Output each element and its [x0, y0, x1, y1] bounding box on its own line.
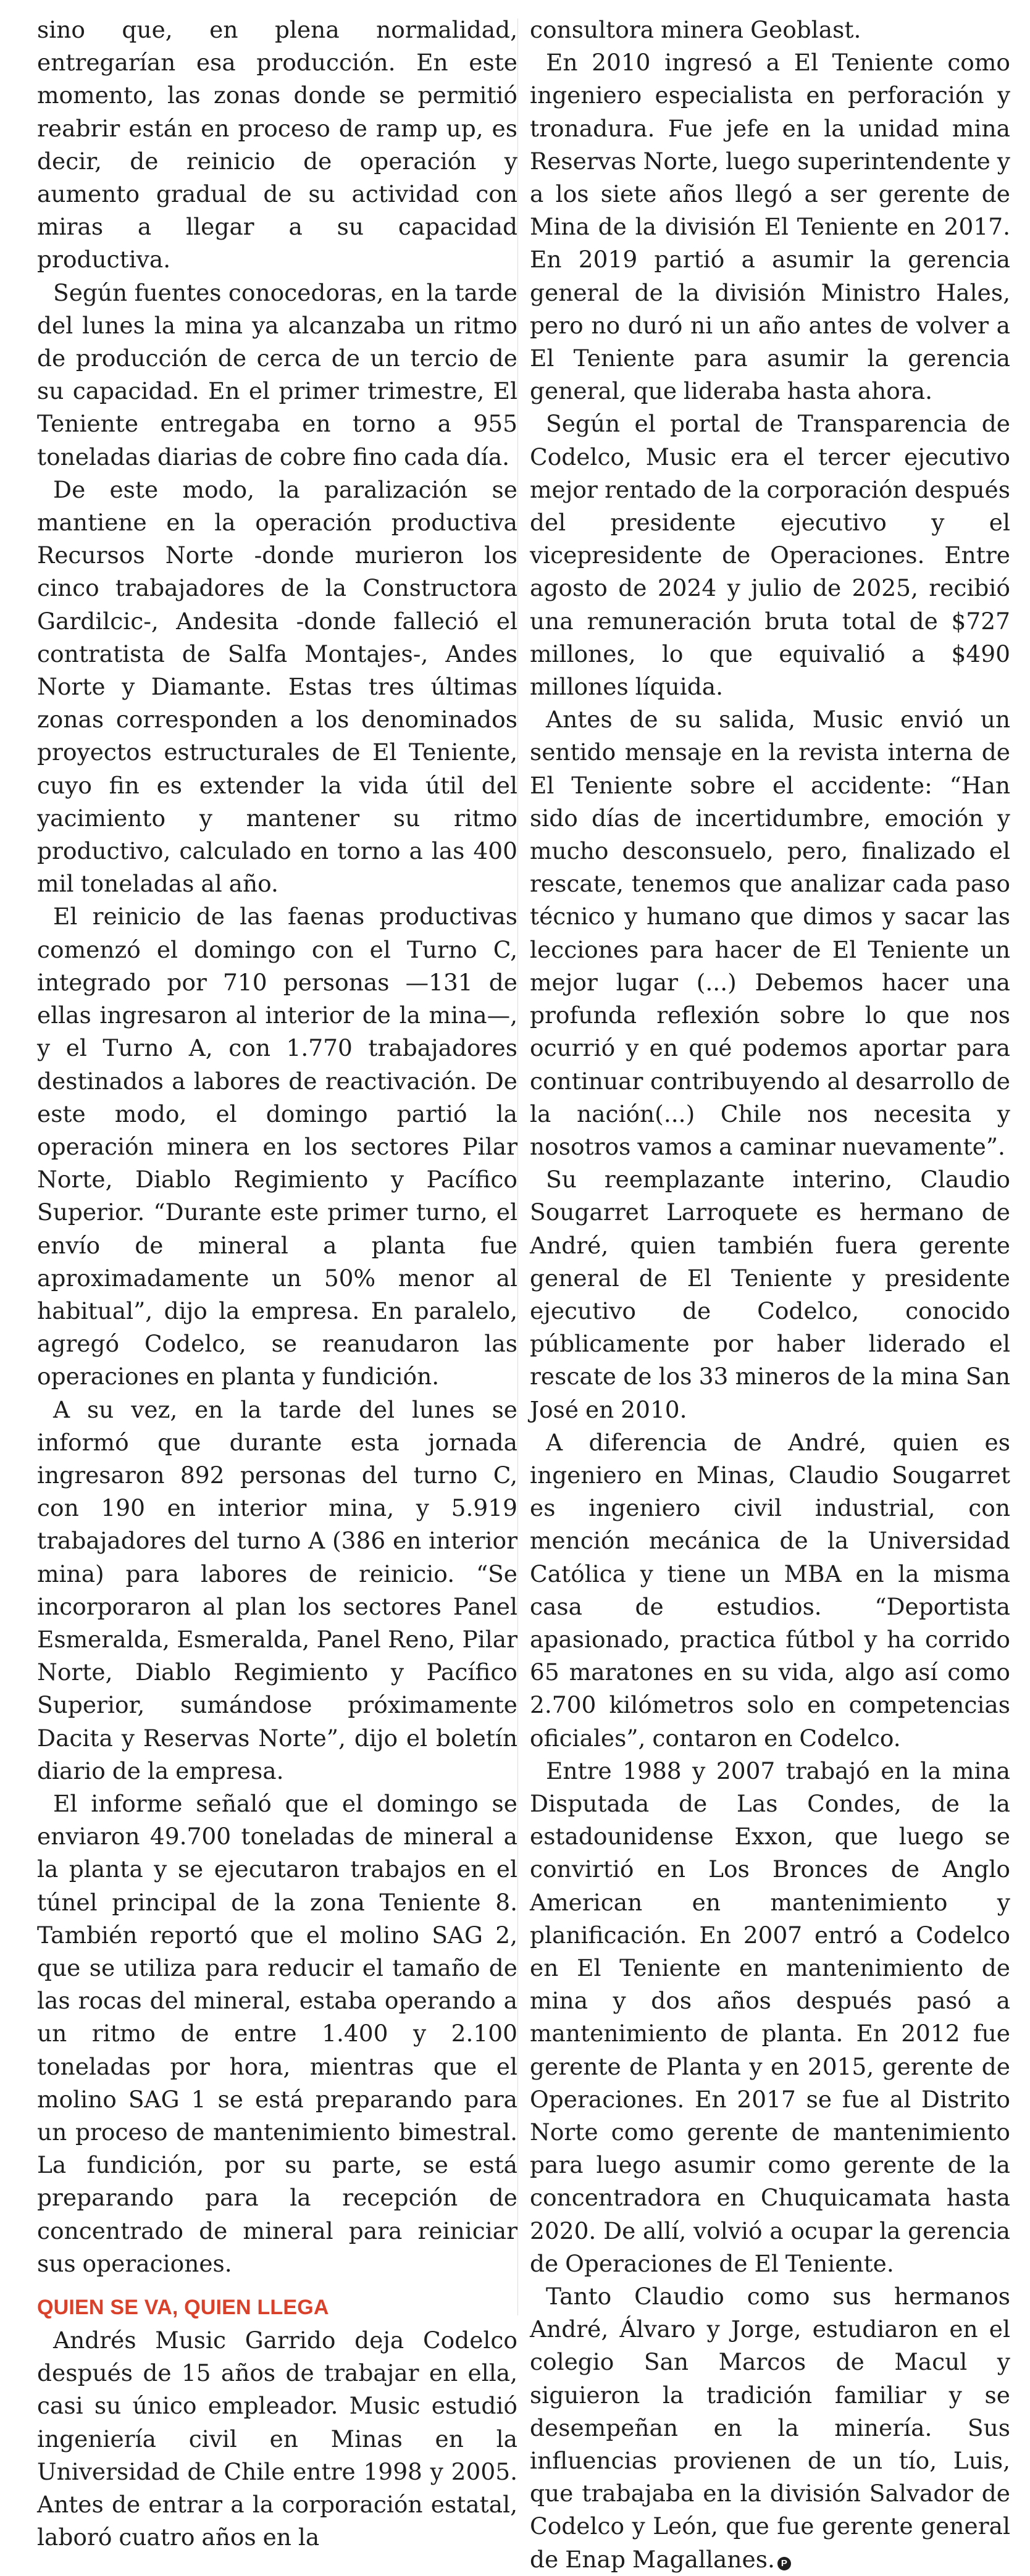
- paragraph: Entre 1988 y 2007 trabajó en la mina Disputada de Las Condes, de la estadounidense Exxon, que luego se convirtió en Los Bronces de Anglo American en mantenimiento y planificación. En 2007 entró a Codelco en El Teniente en mantenimiento de mina y dos años después pasó a mantenimiento de planta. En 2012 fue gerente de Planta y en 2015, gerente de Operaciones. En 2017 se fue al Distrito Norte como gerente de mantenimiento para luego asumir como gerente de la concentradora en Chuquicamata hasta 2020. De allí, volvió a ocupar la gerencia de Operaciones de El Teniente.: [530, 1757, 1010, 2277]
- paragraph: Andrés Music Garrido deja Codelco después de 15 años de trabajar en ella, casi su único empleador. Music estudió ingeniería civil en Minas en la Universidad de Chile entre 1998 y 2005. Antes de entrar a la corporación estatal, laboró cuatro años en la: [37, 2327, 517, 2551]
- paragraph-text: Tanto Claudio como sus hermanos André, Álvaro y Jorge, estudiaron en el colegio San Marcos de Macul y siguieron la tradición familiar y se desempeñan en la minería. Sus influencias provienen de un tío, Luis, que trabajaba en la división Salvador de Codelco y León, que fue gerente general de Enap Magallanes.: [530, 2283, 1010, 2573]
- paragraph: Según el portal de Transparencia de Codelco, Music era el tercer ejecutivo mejor rentado de la corporación después del presidente ejecutivo y el vicepresidente de Operaciones. Entre agosto de 2024 y julio de 2025, recibió una remuneración bruta total de $727 millones, lo que equivalió a $490 millones líquida.: [530, 410, 1010, 701]
- paragraph: El reinicio de las faenas productivas comenzó el domingo con el Turno C, integrado por 710 personas —131 de ellas ingresaron al interior de la mina—, y el Turno A, con 1.770 trabajadores destinados a labores de reactivación. De este modo, el domingo partió la operación minera en los sectores Pilar Norte, Diablo Regimiento y Pacífico Superior. “Durante este primer turno, el envío de mineral a planta fue aproximadamente un 50% menor al habitual”, dijo la empresa. En paralelo, agregó Codelco, se reanudaron las operaciones en planta y fundición.: [37, 903, 517, 1390]
- column-divider: [517, 19, 518, 2315]
- paragraph: consultora minera Geoblast.: [530, 16, 861, 43]
- paragraph: sino que, en plena normalidad, entregarían esa producción. En este momento, las zonas donde se permitió reabrir están en proceso de ramp up, es decir, de reinicio de operación y aumento gradual de su actividad con miras a llegar a su capacidad productiva.: [37, 16, 517, 274]
- section-heading: QUIEN SE VA, QUIEN LLEGA: [37, 2296, 329, 2320]
- paragraph: Antes de su salida, Music envió un sentido mensaje en la revista interna de El Teniente sobre el accidente: “Han sido días de incertidumbre, emoción y mucho desconsuelo, pero, finalizado el rescate, tenemos que analizar cada paso técnico y humano que dimos y sacar las lecciones para hacer de El Teniente un mejor lugar (...) Debemos hacer una profunda reflexión sobre lo que nos ocurrió y en qué podemos aportar para continuar contribuyendo al desarrollo de la nación(...) Chile nos necesita y nosotros vamos a caminar nuevamente”.: [530, 706, 1010, 1160]
- right-column: [530, 14, 1010, 2576]
- paragraph: A su vez, en la tarde del lunes se informó que durante esta jornada ingresaron 892 personas del turno C, con 190 en interior mina, y 5.919 trabajadores del turno A (386 en interior mina) para labores de reinicio. “Se incorporaron al plan los sectores Panel Esmeralda, Esmeralda, Panel Reno, Pilar Norte, Diablo Regimiento y Pacífico Superior, sumándose próximamente Dacita y Reservas Norte”, dijo el boletín diario de la empresa.: [37, 1395, 517, 1784]
- paragraph: Su reemplazante interino, Claudio Sougarret Larroquete es hermano de André, quien también fuera gerente general de El Teniente y presidente ejecutivo de Codelco, conocido públicamente por haber liderado el rescate de los 33 mineros de la mina San José en 2010.: [530, 1166, 1010, 1423]
- left-column: [37, 14, 517, 2554]
- end-of-article-icon: P: [777, 2557, 791, 2570]
- paragraph-last: [530, 2280, 1010, 2576]
- paragraph: El informe señaló que el domingo se enviaron 49.700 toneladas de mineral a la planta y se ejecutaron trabajos en el túnel principal de la zona Teniente 8. También reportó que el molino SAG 2, que se utiliza para reducir el tamaño de las rocas del mineral, estaba operando a un ritmo de entre 1.400 y 2.100 toneladas por hora, mientras que el molino SAG 1 se está preparando para un proceso de mantenimiento bimestral. La fundición, por su parte, se está preparando para la recepción de concentrado de mineral para reiniciar sus operaciones.: [37, 1789, 517, 2277]
- paragraph: A diferencia de André, quien es ingeniero en Minas, Claudio Sougarret es ingeniero civil industrial, con mención mecánica de la Universidad Católica y tiene un MBA en la misma casa de estudios. “Deportista apasionado, practica fútbol y ha corrido 65 maratones en su vida, algo así como 2.700 kilómetros solo en competencias oficiales”, contaron en Codelco.: [530, 1428, 1010, 1752]
- paragraph: Según fuentes conocedoras, en la tarde del lunes la mina ya alcanzaba un ritmo de producción de cerca de un tercio de su capacidad. En el primer trimestre, El Teniente entregaba en torno a 955 toneladas diarias de cobre fino cada día.: [37, 278, 517, 470]
- paragraph: De este modo, la paralización se mantiene en la operación productiva Recursos Norte -donde murieron los cinco trabajadores de la Constructora Gardilcic-, Andesita -donde falleció el contratista de Salfa Montajes-, Andes Norte y Diamante. Estas tres últimas zonas corresponden a los denominados proyectos estructurales de El Teniente, cuyo fin es extender la vida útil del yacimiento y mantener su ritmo productivo, calculado en torno a las 400 mil toneladas al año.: [37, 475, 517, 898]
- paragraph: En 2010 ingresó a El Teniente como ingeniero especialista en perforación y tronadura. Fue jefe en la unidad mina Reservas Norte, luego superintendente y a los siete años llegó a ser gerente de Mina de la división El Teniente en 2017. En 2019 partió a asumir la gerencia general de la división Ministro Hales, pero no duró ni un año antes de volver a El Teniente para asumir la gerencia general, que lideraba hasta ahora.: [530, 49, 1010, 405]
